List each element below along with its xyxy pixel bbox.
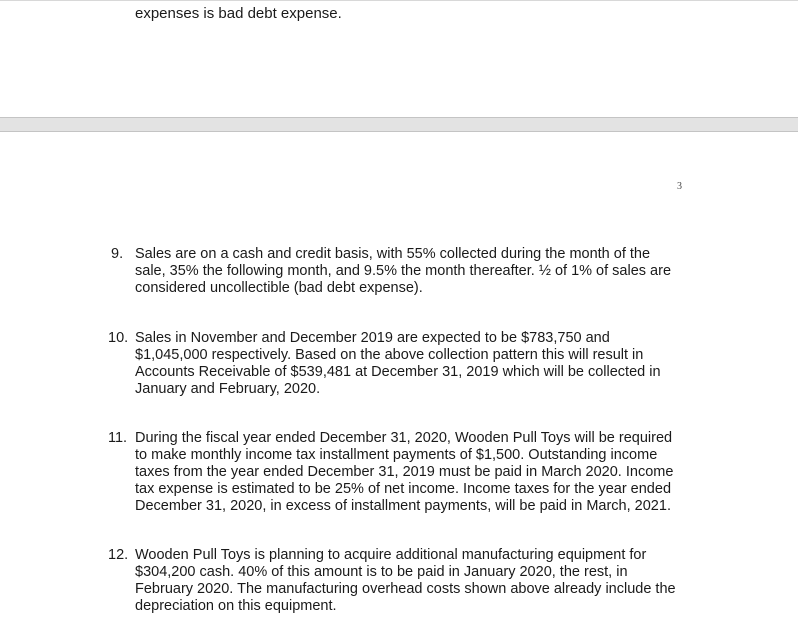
text-line: Wooden Pull Toys is planning to acquire additional manufacturing equipment for <box>135 547 647 563</box>
text-line: Sales are on a cash and credit basis, with 55% collected during the month of the <box>135 246 651 262</box>
text-line: Sales in November and December 2019 are expected to be $783,750 and <box>135 330 610 346</box>
text-line: $304,200 cash. 40% of this amount is to be paid in January 2020, the rest, in <box>135 564 628 580</box>
text-line: February 2020. The manufacturing overhead costs shown above already include the <box>135 581 676 597</box>
text-line: to make monthly income tax installment payments of $1,500. Outstanding income <box>135 447 658 463</box>
list-item-number: 12. <box>108 547 129 563</box>
text-line: taxes from the year ended December 31, 2019 must be paid in March 2020. Income <box>135 464 674 480</box>
current-page <box>0 132 798 640</box>
previous-page <box>0 0 798 118</box>
text-line: depreciation on this equipment. <box>135 598 337 614</box>
previous-page-trailing-text: expenses is bad debt expense. <box>135 5 342 22</box>
text-line: December 31, 2020, in excess of installment payments, will be paid in March, 2021. <box>135 498 671 514</box>
list-item-text <box>135 246 695 297</box>
list-item-text <box>135 547 695 615</box>
list-item-text <box>135 330 695 398</box>
text-line: $1,045,000 respectively. Based on the above collection pattern this will result in <box>135 347 644 363</box>
page-number: 3 <box>677 181 682 192</box>
text-line: January and February, 2020. <box>135 381 321 397</box>
list-item-number: 9. <box>111 246 124 262</box>
text-line: tax expense is estimated to be 25% of net income. Income taxes for the year ended <box>135 481 672 497</box>
list-item-number: 11. <box>108 430 128 446</box>
text-line: During the fiscal year ended December 31, 2020, Wooden Pull Toys will be required <box>135 430 673 446</box>
text-line: considered uncollectible (bad debt expense). <box>135 280 423 296</box>
page-separator <box>0 117 798 132</box>
list-item-text <box>135 430 695 515</box>
list-item-number: 10. <box>108 330 129 346</box>
text-line: sale, 35% the following month, and 9.5% the month thereafter. ½ of 1% of sales are <box>135 263 672 279</box>
text-line: Accounts Receivable of $539,481 at December 31, 2019 which will be collected in <box>135 364 661 380</box>
